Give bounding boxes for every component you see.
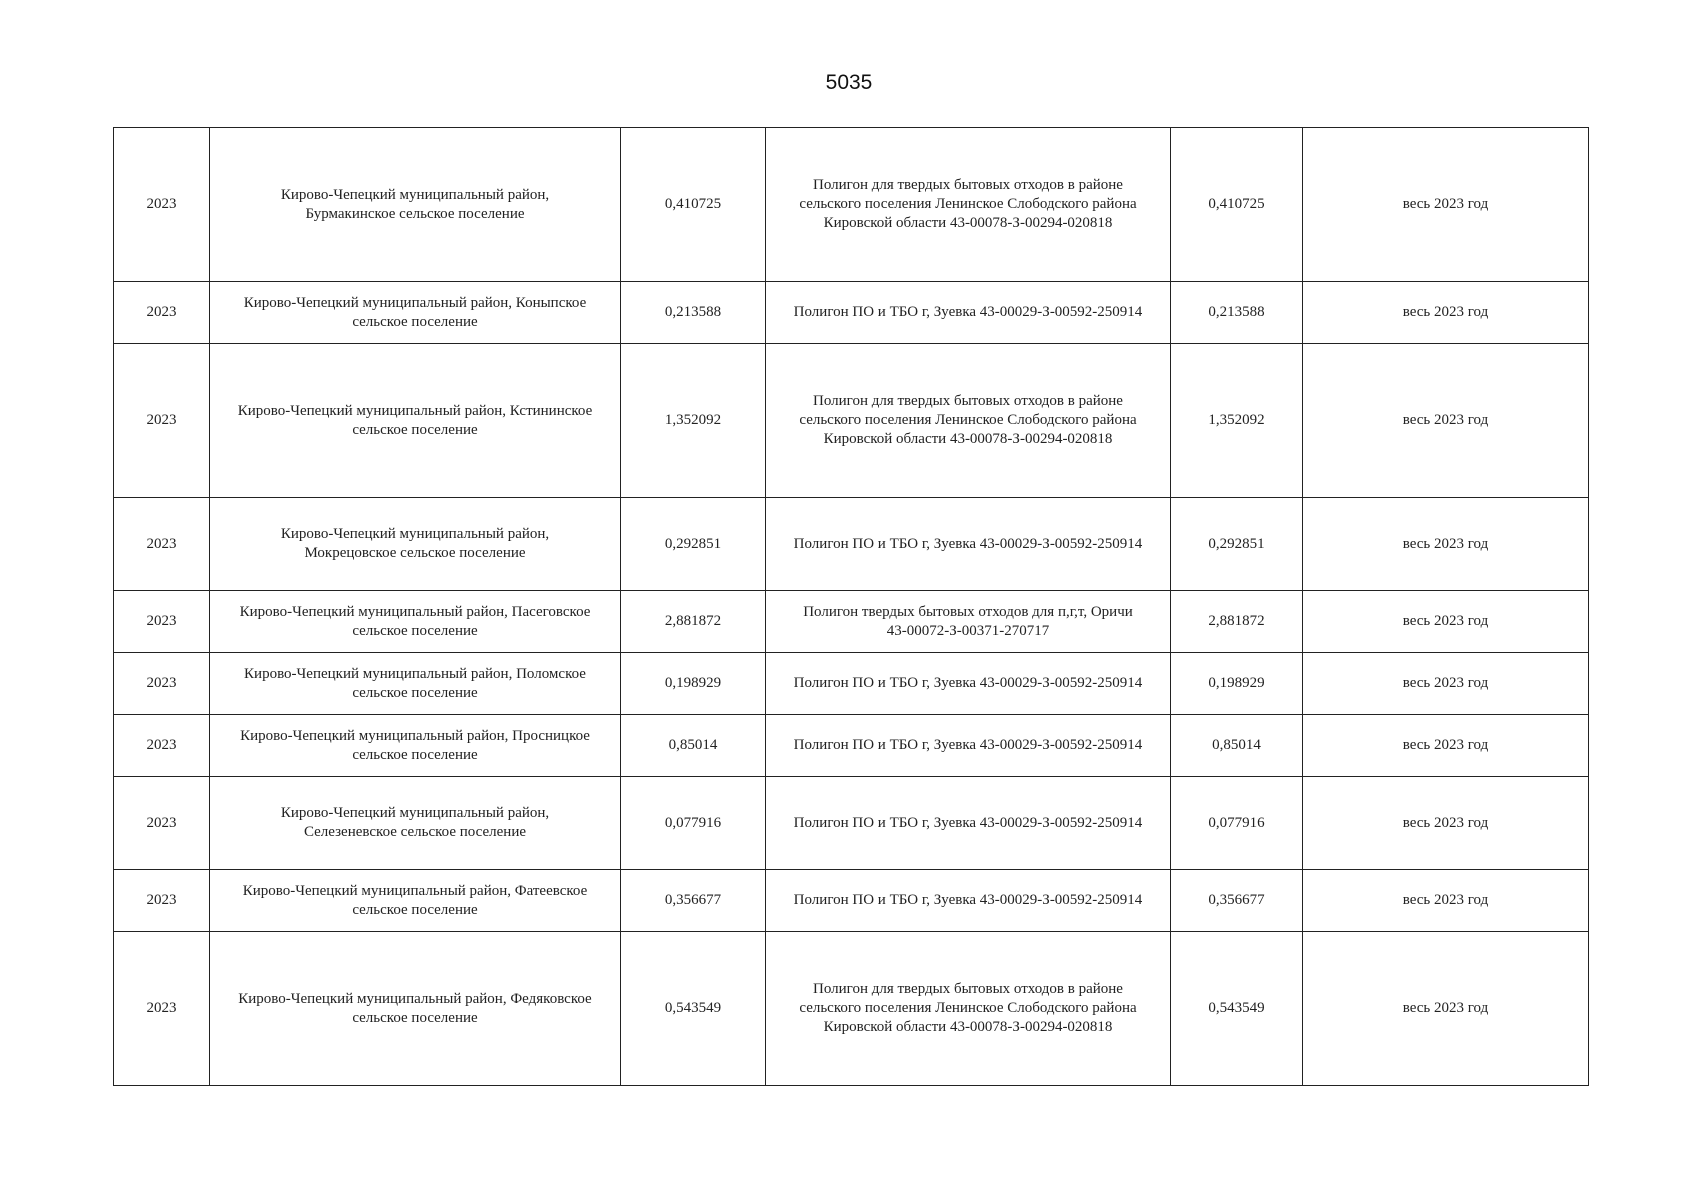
facility-amount-cell: 2,881872	[1171, 591, 1303, 653]
facility-cell: Полигон для твердых бытовых отходов в районе сельского поселения Ленинское Слободского района Кировской области 43-00078-З-00294-020818	[766, 932, 1171, 1086]
facility-amount-cell: 0,213588	[1171, 282, 1303, 344]
amount-cell: 0,198929	[621, 653, 766, 715]
table-row	[114, 128, 1589, 282]
amount-cell: 0,85014	[621, 715, 766, 777]
data-table	[113, 127, 1589, 1086]
facility-cell: Полигон ПО и ТБО г, Зуевка 43-00029-З-00592-250914	[766, 715, 1171, 777]
period-cell: весь 2023 год	[1303, 282, 1589, 344]
territory-cell: Кирово-Чепецкий муниципальный район, Фатеевское сельское поселение	[210, 870, 621, 932]
year-cell: 2023	[114, 715, 210, 777]
year-cell: 2023	[114, 591, 210, 653]
territory-cell: Кирово-Чепецкий муниципальный район, Селезеневское сельское поселение	[210, 777, 621, 870]
territory-cell: Кирово-Чепецкий муниципальный район, Федяковское сельское поселение	[210, 932, 621, 1086]
table-row	[114, 591, 1589, 653]
year-cell: 2023	[114, 128, 210, 282]
year-cell: 2023	[114, 498, 210, 591]
amount-cell: 0,292851	[621, 498, 766, 591]
table-row	[114, 715, 1589, 777]
period-cell: весь 2023 год	[1303, 777, 1589, 870]
period-cell: весь 2023 год	[1303, 128, 1589, 282]
territory-cell: Кирово-Чепецкий муниципальный район, Кстининское сельское поселение	[210, 344, 621, 498]
facility-cell: Полигон ПО и ТБО г, Зуевка 43-00029-З-00592-250914	[766, 777, 1171, 870]
table-row	[114, 870, 1589, 932]
amount-cell: 1,352092	[621, 344, 766, 498]
table-row	[114, 344, 1589, 498]
facility-cell: Полигон твердых бытовых отходов для п,г,т, Оричи 43-00072-З-00371-270717	[766, 591, 1171, 653]
territory-cell: Кирово-Чепецкий муниципальный район, Просницкое сельское поселение	[210, 715, 621, 777]
facility-amount-cell: 0,198929	[1171, 653, 1303, 715]
facility-amount-cell: 0,292851	[1171, 498, 1303, 591]
facility-cell: Полигон ПО и ТБО г, Зуевка 43-00029-З-00592-250914	[766, 653, 1171, 715]
territory-cell: Кирово-Чепецкий муниципальный район, Бурмакинское сельское поселение	[210, 128, 621, 282]
facility-amount-cell: 0,410725	[1171, 128, 1303, 282]
territory-cell: Кирово-Чепецкий муниципальный район, Мокрецовское сельское поселение	[210, 498, 621, 591]
page-number: 5035	[825, 71, 873, 94]
period-cell: весь 2023 год	[1303, 591, 1589, 653]
amount-cell: 2,881872	[621, 591, 766, 653]
amount-cell: 0,543549	[621, 932, 766, 1086]
year-cell: 2023	[114, 932, 210, 1086]
table-row	[114, 653, 1589, 715]
facility-amount-cell: 0,077916	[1171, 777, 1303, 870]
amount-cell: 0,213588	[621, 282, 766, 344]
year-cell: 2023	[114, 870, 210, 932]
facility-cell: Полигон ПО и ТБО г, Зуевка 43-00029-З-00592-250914	[766, 870, 1171, 932]
period-cell: весь 2023 год	[1303, 932, 1589, 1086]
territory-cell: Кирово-Чепецкий муниципальный район, Поломское сельское поселение	[210, 653, 621, 715]
year-cell: 2023	[114, 344, 210, 498]
amount-cell: 0,410725	[621, 128, 766, 282]
period-cell: весь 2023 год	[1303, 653, 1589, 715]
facility-amount-cell: 0,85014	[1171, 715, 1303, 777]
table-row	[114, 777, 1589, 870]
facility-cell: Полигон ПО и ТБО г, Зуевка 43-00029-З-00592-250914	[766, 498, 1171, 591]
facility-cell: Полигон для твердых бытовых отходов в районе сельского поселения Ленинское Слободского района Кировской области 43-00078-З-00294-020818	[766, 128, 1171, 282]
amount-cell: 0,077916	[621, 777, 766, 870]
year-cell: 2023	[114, 777, 210, 870]
facility-cell: Полигон ПО и ТБО г, Зуевка 43-00029-З-00592-250914	[766, 282, 1171, 344]
period-cell: весь 2023 год	[1303, 344, 1589, 498]
territory-cell: Кирово-Чепецкий муниципальный район, Пасеговское сельское поселение	[210, 591, 621, 653]
period-cell: весь 2023 год	[1303, 498, 1589, 591]
territory-cell: Кирово-Чепецкий муниципальный район, Коныпское сельское поселение	[210, 282, 621, 344]
table-row	[114, 498, 1589, 591]
year-cell: 2023	[114, 282, 210, 344]
table-row	[114, 932, 1589, 1086]
table-row	[114, 282, 1589, 344]
facility-cell: Полигон для твердых бытовых отходов в районе сельского поселения Ленинское Слободского района Кировской области 43-00078-З-00294-020818	[766, 344, 1171, 498]
facility-amount-cell: 0,543549	[1171, 932, 1303, 1086]
period-cell: весь 2023 год	[1303, 715, 1589, 777]
facility-amount-cell: 1,352092	[1171, 344, 1303, 498]
facility-amount-cell: 0,356677	[1171, 870, 1303, 932]
period-cell: весь 2023 год	[1303, 870, 1589, 932]
year-cell: 2023	[114, 653, 210, 715]
amount-cell: 0,356677	[621, 870, 766, 932]
